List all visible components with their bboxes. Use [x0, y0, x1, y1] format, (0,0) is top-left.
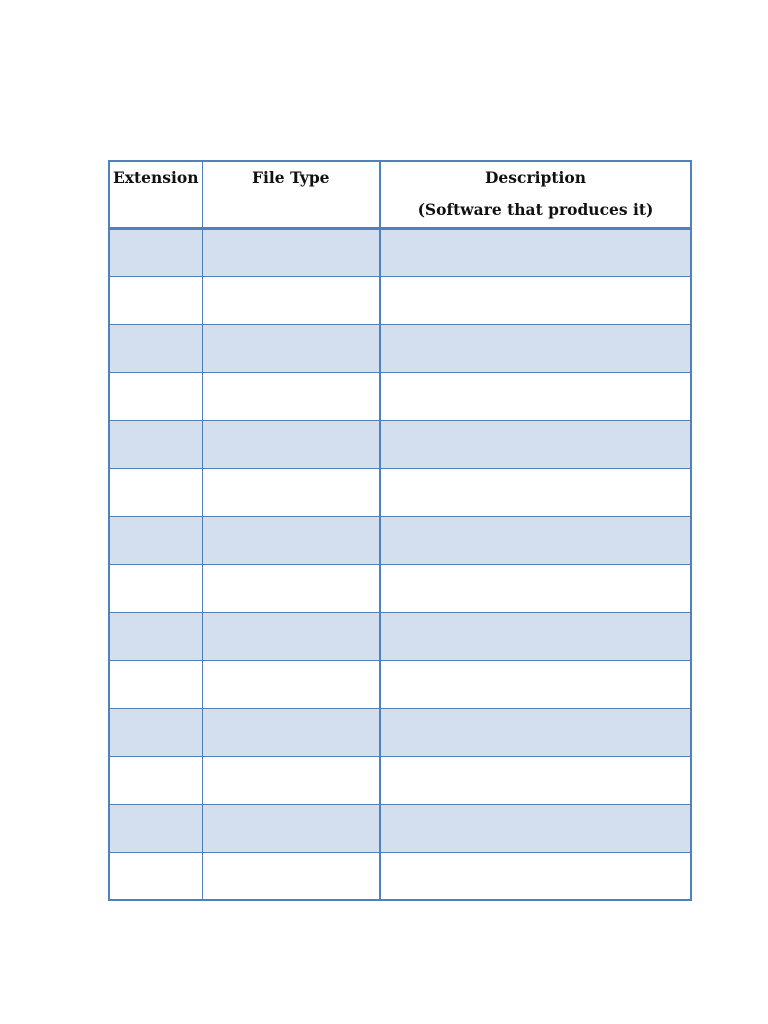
table-row	[109, 420, 691, 468]
file-type-cell	[202, 612, 380, 660]
description-cell	[380, 324, 691, 372]
description-cell	[380, 804, 691, 852]
extension-cell	[109, 372, 202, 420]
table-row	[109, 276, 691, 324]
file-type-cell	[202, 468, 380, 516]
description-cell	[380, 852, 691, 900]
file-type-cell	[202, 372, 380, 420]
file-type-cell	[202, 228, 380, 276]
header-file-type-label: File Type	[251, 168, 330, 187]
description-cell	[380, 660, 691, 708]
file-type-cell	[202, 660, 380, 708]
extension-cell	[109, 708, 202, 756]
table-row	[109, 612, 691, 660]
file-type-cell	[202, 804, 380, 852]
description-cell	[380, 228, 691, 276]
description-cell	[380, 420, 691, 468]
table-row	[109, 228, 691, 276]
header-description-label: Description	[484, 168, 586, 187]
description-cell	[380, 516, 691, 564]
extension-cell	[109, 804, 202, 852]
extension-cell	[109, 324, 202, 372]
description-cell	[380, 564, 691, 612]
table-row	[109, 660, 691, 708]
file-extension-table	[108, 160, 692, 901]
file-type-cell	[202, 756, 380, 804]
file-type-cell	[202, 420, 380, 468]
extension-cell	[109, 516, 202, 564]
description-cell	[380, 372, 691, 420]
header-file-type	[202, 161, 380, 228]
description-cell	[380, 276, 691, 324]
table-row	[109, 564, 691, 612]
file-type-cell	[202, 708, 380, 756]
extension-cell	[109, 612, 202, 660]
file-type-cell	[202, 852, 380, 900]
extension-cell	[109, 276, 202, 324]
table-row	[109, 468, 691, 516]
extension-cell	[109, 852, 202, 900]
description-cell	[380, 756, 691, 804]
extension-cell	[109, 756, 202, 804]
table-row	[109, 516, 691, 564]
table-row	[109, 804, 691, 852]
extension-cell	[109, 228, 202, 276]
description-cell	[380, 612, 691, 660]
file-type-cell	[202, 324, 380, 372]
header-description	[380, 161, 691, 228]
file-type-cell	[202, 276, 380, 324]
table-row	[109, 756, 691, 804]
table-row	[109, 372, 691, 420]
table-body	[109, 228, 691, 900]
description-cell	[380, 468, 691, 516]
table-row	[109, 708, 691, 756]
extension-cell	[109, 564, 202, 612]
table-row	[109, 324, 691, 372]
file-type-cell	[202, 564, 380, 612]
description-cell	[380, 708, 691, 756]
header-extension	[109, 161, 202, 228]
header-row	[109, 161, 691, 228]
table-row	[109, 852, 691, 900]
header-description-sublabel: (Software that produces it)	[417, 200, 654, 219]
extension-cell	[109, 420, 202, 468]
file-type-cell	[202, 516, 380, 564]
extension-cell	[109, 660, 202, 708]
extension-cell	[109, 468, 202, 516]
header-extension-label: Extension	[112, 168, 199, 187]
